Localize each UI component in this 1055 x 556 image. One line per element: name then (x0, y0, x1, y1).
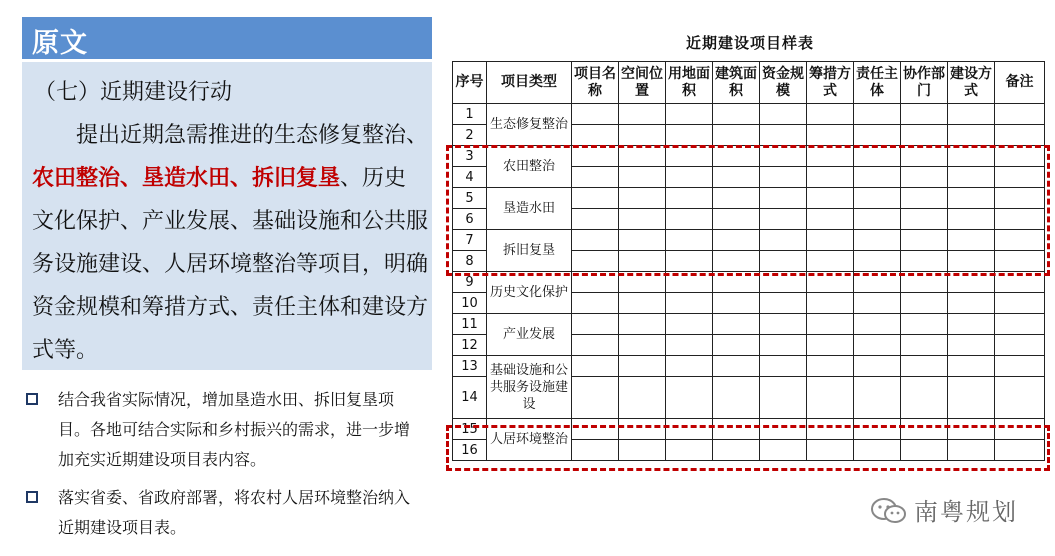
header-financing: 筹措方式 (807, 62, 854, 104)
row-index: 7 (453, 230, 487, 251)
row-index: 6 (453, 209, 487, 230)
header-remarks: 备注 (995, 62, 1045, 104)
table-row (453, 104, 1045, 125)
table-header-row (453, 62, 1045, 104)
header-construction: 建设方式 (948, 62, 995, 104)
row-group: 人居环境整治 (487, 419, 572, 461)
row-index: 15 (453, 419, 487, 440)
section-header (22, 17, 432, 59)
original-text-paragraph (32, 114, 428, 372)
row-group: 产业发展 (487, 314, 572, 356)
header-index: 序号 (453, 62, 487, 104)
row-index: 12 (453, 335, 487, 356)
table-row (453, 314, 1045, 335)
note-item (24, 483, 424, 543)
row-index: 3 (453, 146, 487, 167)
notes-list (24, 385, 424, 551)
row-index: 14 (453, 377, 487, 419)
section-title: 原文 (32, 28, 88, 59)
row-index: 4 (453, 167, 487, 188)
row-index: 9 (453, 272, 487, 293)
original-text-box (22, 62, 432, 370)
row-index: 16 (453, 440, 487, 461)
header-responsible: 责任主体 (854, 62, 901, 104)
row-group: 历史文化保护 (487, 272, 572, 314)
subsection-title: （七）近期建设行动 (34, 80, 233, 105)
header-partner: 协作部门 (901, 62, 948, 104)
header-land-area: 用地面积 (666, 62, 713, 104)
wechat-icon (870, 496, 910, 526)
note-text: 落实省委、省政府部署，将农村人居环境整治纳入近期建设项目表。 (58, 488, 411, 537)
row-group: 生态修复整治 (487, 104, 572, 146)
row-index: 11 (453, 314, 487, 335)
paragraph-text-end: 、历史文化保护、产业发展、基础设施和公共服务设施建设、人居环境整治等项目，明确资金规模和筹措方式、责任主体和建设方式等。 (32, 166, 429, 363)
table-title: 近期建设项目样表 (685, 34, 814, 52)
row-index: 10 (453, 293, 487, 314)
row-index: 13 (453, 356, 487, 377)
row-index: 5 (453, 188, 487, 209)
row-index: 8 (453, 251, 487, 272)
header-funding: 资金规模 (760, 62, 807, 104)
paragraph-text-start: 提出近期急需推进的生态修复整治、 (76, 123, 429, 148)
highlight-box-farmland (446, 145, 1050, 276)
paragraph-highlight: 农田整治、垦造水田、拆旧复垦 (32, 166, 341, 191)
watermark-text: 南粤规划 (914, 498, 1018, 526)
note-text: 结合我省实际情况，增加垦造水田、拆旧复垦项目。各地可结合实际和乡村振兴的需求，进一步增加充实近期建设项目表内容。 (58, 390, 411, 469)
header-name: 项目名称 (572, 62, 619, 104)
square-bullet-icon (26, 491, 38, 503)
table-row (453, 356, 1045, 377)
header-location: 空间位置 (619, 62, 666, 104)
header-type: 项目类型 (487, 62, 572, 104)
row-group: 垦造水田 (487, 188, 572, 230)
header-building-area: 建筑面积 (713, 62, 760, 104)
row-group: 农田整治 (487, 146, 572, 188)
note-item (24, 385, 424, 475)
row-index: 1 (453, 104, 487, 125)
row-group: 基础设施和公共服务设施建设 (487, 356, 572, 419)
row-index: 2 (453, 125, 487, 146)
square-bullet-icon (26, 393, 38, 405)
row-group: 拆旧复垦 (487, 230, 572, 272)
highlight-box-living-environment (446, 425, 1050, 471)
